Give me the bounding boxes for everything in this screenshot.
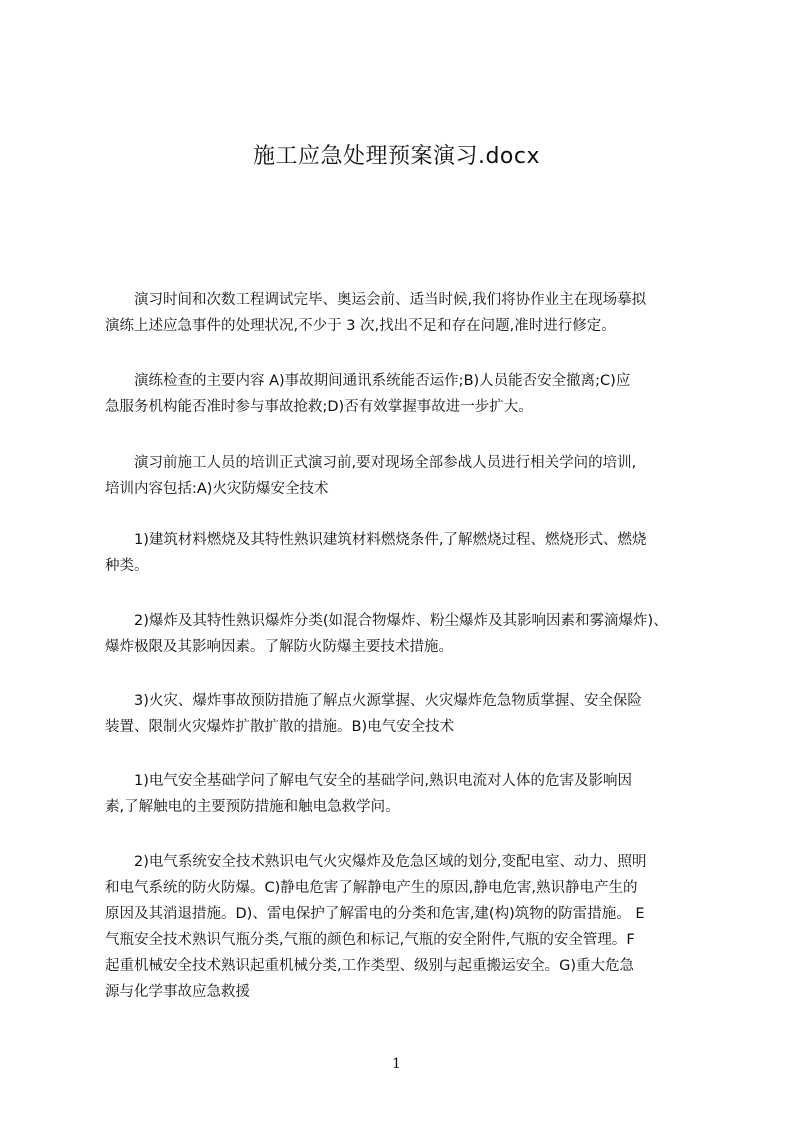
paragraph-drill-inspection: [105, 368, 725, 420]
paragraph-line: 2)爆炸及其特性熟识爆炸分类(如混合物爆炸、粉尘爆炸及其影响因素和雾滴爆炸)、: [105, 613, 668, 629]
paragraph-line: 3)火灾、爆炸事故预防措施了解点火源掌握、火灾爆炸危急物质掌握、安全保险: [105, 693, 642, 709]
paragraph-line: 起重机械安全技术熟识起重机械分类,工作类型、级别与起重搬运安全。G)重大危急: [105, 958, 634, 974]
paragraph-line: 演习时间和次数工程调试完毕、奥运会前、适当时候,我们将协作业主在现场摹拟: [105, 292, 647, 308]
paragraph-line: 演习前施工人员的培训正式演习前,要对现场全部参战人员进行相关学问的培训,: [105, 455, 637, 471]
paragraph-line: 演练检查的主要内容 A)事故期间通讯系统能否运作;B)人员能否安全撤离;C)应: [105, 373, 631, 389]
paragraph-line: 气瓶安全技术熟识气瓶分类,气瓶的颜色和标记,气瓶的安全附件,气瓶的安全管理。F: [105, 932, 635, 948]
page-number: 1: [392, 1056, 401, 1072]
document-title: 施工应急处理预案演习.docx: [252, 144, 541, 169]
paragraph-pre-drill-training: [105, 450, 725, 502]
paragraph-fire-explosion-prevention: [105, 688, 725, 740]
paragraph-line: 和电气系统的防火防爆。C)静电危害了解静电产生的原因,静电危害,熟识静电产生的: [105, 880, 638, 896]
paragraph-line: 种类。: [105, 558, 149, 574]
paragraph-line: 培训内容包括:A)火灾防爆安全技术: [105, 481, 329, 497]
paragraph-line: 原因及其消退措施。D)、雷电保护了解雷电的分类和危害,建(构)筑物的防雷措施。 E: [105, 906, 645, 922]
paragraph-line: 源与化学事故应急救援: [105, 984, 250, 1000]
paragraph-electrical-safety-basics: [105, 768, 725, 820]
paragraph-line: 装置、限制火灾爆炸扩散扩散的措施。B)电气安全技术: [105, 719, 455, 735]
paragraph-line: 急服务机构能否准时参与事故抢救;D)否有效掌握事故进一步扩大。: [105, 399, 533, 415]
paragraph-drill-schedule: [105, 287, 725, 339]
paragraph-line: 1)电气安全基础学问了解电气安全的基础学问,熟识电流对人体的危害及影响因: [105, 773, 632, 789]
paragraph-line: 爆炸极限及其影响因素。了解防火防爆主要技术措施。: [105, 639, 453, 655]
paragraph-line: 演练上述应急事件的处理状况,不少于 3 次,找出不足和存在问题,准时进行修定。: [105, 318, 616, 334]
paragraph-electrical-system-safety: [105, 849, 725, 1005]
paragraph-building-material-combustion: [105, 527, 725, 579]
paragraph-line: 素,了解触电的主要预防措施和触电急救学问。: [105, 799, 400, 815]
paragraph-line: 2)电气系统安全技术熟识电气火灾爆炸及危急区域的划分,变配电室、动力、照明: [105, 854, 647, 870]
paragraph-explosion-characteristics: [105, 608, 725, 660]
paragraph-line: 1)建筑材料燃烧及其特性熟识建筑材料燃烧条件,了解燃烧过程、燃烧形式、燃烧: [105, 532, 647, 548]
